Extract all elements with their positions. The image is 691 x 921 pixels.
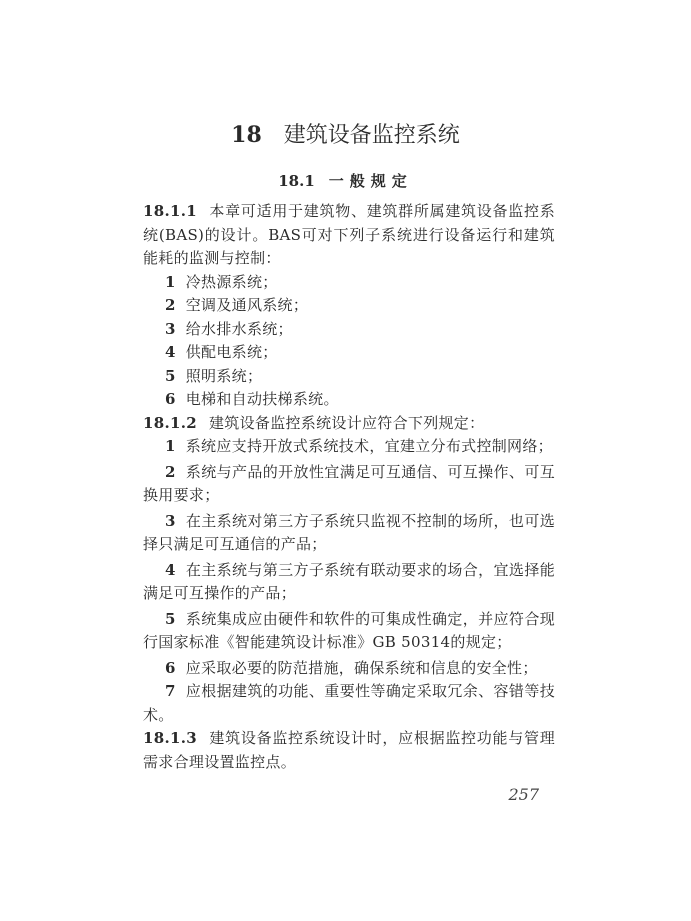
item-text: 冷热源系统； (185, 272, 278, 291)
item-number: 4 (165, 343, 176, 361)
item-text: 电梯和自动扶梯系统。 (185, 390, 339, 408)
item-number: 2 (165, 296, 176, 314)
item-text: 系统与产品的开放性宜满足可互通信、可互操作、可互换用要求； (143, 462, 555, 504)
clause-text: 本章可适用于建筑物、建筑群所属建筑设备监控系统(BAS)的设计。BAS可对下列子系统进行设备运行和建筑能耗的监测与控制： (143, 202, 555, 267)
item-text: 在主系统对第三方子系统只监视不控制的场所，也可选择只满足可互通信的产品； (143, 511, 555, 553)
item-text: 照明系统； (185, 366, 263, 385)
item-number: 3 (165, 511, 176, 530)
item-text: 空调及通风系统； (185, 296, 309, 314)
page-body (143, 200, 555, 806)
item-number: 6 (165, 658, 176, 677)
list-item (143, 318, 555, 342)
list-item (143, 365, 555, 389)
clause-text: 建筑设备监控系统设计时，应根据监控功能与管理需求合理设置监控点。 (143, 729, 555, 771)
item-text: 给水排水系统； (185, 319, 293, 338)
list-item (143, 608, 555, 655)
clause-number: 18.1.2 (143, 413, 197, 432)
list-item (143, 294, 555, 318)
item-text: 供配电系统； (185, 343, 278, 361)
item-number: 1 (165, 272, 176, 291)
chapter-title: 建筑设备监控系统 (283, 123, 460, 148)
item-number: 5 (165, 366, 176, 385)
item-number: 3 (165, 319, 176, 338)
clause-18-1-2 (143, 412, 555, 436)
item-number: 1 (165, 437, 176, 455)
item-number: 6 (165, 390, 176, 408)
item-number: 4 (165, 560, 176, 579)
item-text: 系统集成应由硬件和软件的可集成性确定，并应符合现行国家标准《智能建筑设计标准》GB 50314的规定； (143, 609, 555, 651)
list-item (143, 388, 555, 412)
item-number: 5 (165, 609, 176, 628)
list-item (143, 435, 555, 459)
clause-18-1-1 (143, 200, 555, 271)
section-heading (0, 170, 691, 191)
list-item (143, 461, 555, 508)
list-item (143, 657, 555, 681)
clause-text: 建筑设备监控系统设计应符合下列规定： (209, 413, 485, 432)
clause-18-1-3 (143, 727, 555, 774)
list-item (143, 271, 555, 295)
page-number: 257 (508, 785, 539, 804)
list-item (143, 559, 555, 606)
chapter-heading (0, 118, 691, 149)
item-number: 2 (165, 462, 176, 481)
list-item (143, 510, 555, 557)
item-text: 系统应支持开放式系统技术，宜建立分布式控制网络； (185, 437, 553, 455)
item-text: 在主系统与第三方子系统有联动要求的场合，宜选择能满足可互操作的产品； (143, 560, 555, 602)
list-item (143, 341, 555, 365)
section-number: 18.1 (278, 172, 315, 190)
item-number: 7 (165, 682, 176, 700)
clause-number: 18.1.3 (143, 729, 197, 747)
section-title: 一般规定 (328, 172, 413, 190)
chapter-number: 18 (231, 122, 262, 148)
clause-number: 18.1.1 (143, 202, 197, 220)
item-text: 应根据建筑的功能、重要性等确定采取冗余、容错等技术。 (143, 682, 555, 724)
item-text: 应采取必要的防范措施，确保系统和信息的安全性； (185, 658, 538, 677)
list-item (143, 680, 555, 727)
